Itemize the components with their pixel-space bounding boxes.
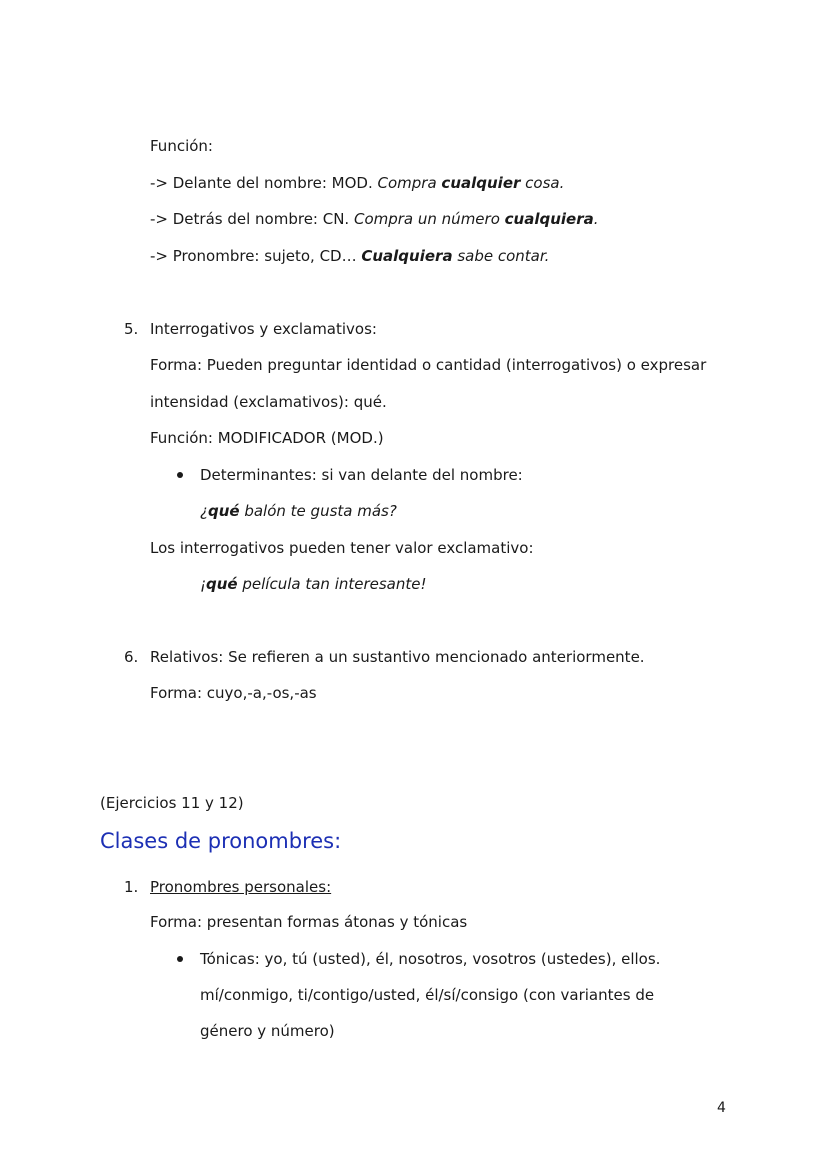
section-5-example-exclamation — [200, 574, 427, 594]
section-6-forma: Forma: cuyo,-a,-os,-as — [150, 684, 317, 702]
funcion-label: Función: — [150, 137, 213, 155]
pron-section-forma: Forma: presentan formas átonas y tónicas — [150, 913, 468, 931]
example-bold: Cualquiera — [361, 247, 453, 265]
section-5-funcion: Función: MODIFICADOR (MOD.) — [150, 429, 384, 447]
funcion-item-pronombre — [150, 246, 549, 266]
section-6-title: Relativos: Se refieren a un sustantivo mencionado anteriormente. — [150, 648, 645, 666]
funcion-item-prefix: -> Detrás del nombre: CN. — [150, 210, 354, 228]
example-bold: qué — [206, 575, 238, 593]
example-open-mark: ¡ — [200, 575, 207, 593]
section-5-example-question — [200, 501, 397, 521]
example-bold: qué — [207, 502, 240, 520]
pron-bullet-line1: Tónicas: yo, tú (usted), él, nosotros, vosotros (ustedes), ellos. — [200, 950, 661, 968]
funcion-item-cn — [150, 209, 599, 229]
section-5-title: Interrogativos y exclamativos: — [150, 320, 377, 338]
example-text: película tan interesante! — [237, 575, 427, 593]
example-text: sabe contar. — [452, 247, 550, 265]
example-text: cosa. — [520, 174, 565, 192]
pron-section-title: Pronombres personales: — [150, 878, 332, 896]
section-6-number: 6. — [124, 648, 139, 666]
funcion-item-prefix: -> Pronombre: sujeto, CD… — [150, 247, 362, 265]
example-text: Compra un número — [353, 210, 505, 228]
funcion-item-mod — [150, 173, 564, 193]
page-number: 4 — [717, 1100, 726, 1116]
section-heading: Clases de pronombres: — [100, 829, 342, 853]
pron-bullet-line2: mí/conmigo, ti/contigo/usted, él/sí/consigo (con variantes de — [200, 986, 655, 1004]
example-text: balón te gusta más? — [239, 502, 397, 520]
section-5-bullet-determinantes: Determinantes: si van delante del nombre: — [200, 466, 523, 484]
example-text: Compra — [377, 174, 442, 192]
funcion-item-prefix: -> Delante del nombre: MOD. — [150, 174, 378, 192]
example-text: . — [593, 210, 599, 228]
section-5-forma-line2: intensidad (exclamativos): qué. — [150, 393, 387, 411]
section-5-forma-line1: Forma: Pueden preguntar identidad o cantidad (interrogativos) o expresar — [150, 356, 707, 374]
example-bold: cualquiera — [504, 210, 594, 228]
example-open-mark: ¿ — [200, 502, 208, 520]
pron-section-number: 1. — [124, 878, 139, 896]
pron-bullet-line3: género y número) — [200, 1022, 335, 1040]
bullet-icon — [177, 956, 183, 962]
exercises-note: (Ejercicios 11 y 12) — [100, 794, 244, 812]
section-5-number: 5. — [124, 320, 139, 338]
bullet-icon — [177, 472, 183, 478]
section-5-exclam-note: Los interrogativos pueden tener valor exclamativo: — [150, 539, 534, 557]
example-bold: cualquier — [441, 174, 521, 192]
